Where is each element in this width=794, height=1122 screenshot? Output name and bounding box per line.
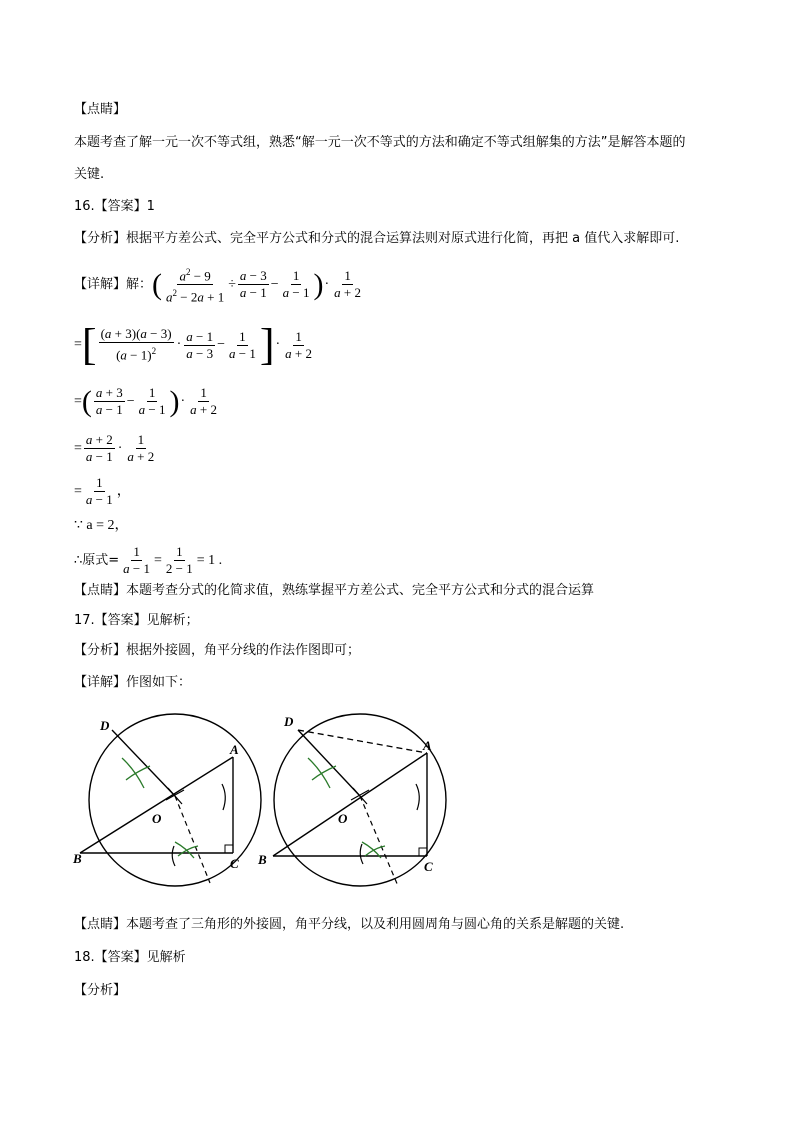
- label-right-C: C: [424, 859, 433, 874]
- q17-construction-figure: [70, 708, 490, 908]
- label-right-D: D: [284, 714, 294, 729]
- q16-detail-label: 【详解】解：: [74, 276, 153, 292]
- q16-detail-step3: = ( $\frac{a + 3}{a - 1}$ − $\frac{1}{a - 1}$ ) · $\frac{1}{a + 2}$: [74, 384, 218, 418]
- q16-result-label: ∴原式=: [74, 552, 120, 568]
- figure-left: [72, 714, 261, 886]
- q16-detail-step4: = $\frac{a + 2}{a - 1}$ · $\frac{1}{a + 2}$: [74, 432, 155, 464]
- label-right-B: B: [258, 852, 267, 867]
- q18-analysis: 【分析】: [74, 983, 127, 998]
- label-right-A: A: [423, 738, 432, 753]
- s15-note-line2: 关键.: [74, 167, 105, 182]
- label-left-A: A: [230, 742, 239, 757]
- figure-right: [257, 714, 446, 886]
- q16-answer: 16.【答案】1: [74, 199, 155, 214]
- label-right-O: O: [338, 811, 348, 826]
- s15-note-tag: 【点睛】: [74, 102, 127, 117]
- label-left-O: O: [152, 811, 162, 826]
- s15-note-line1: 本题考查了解一元一次不等式组，熟悉“解一元一次不等式的方法和确定不等式组解集的方法”是解答本题的: [74, 135, 686, 150]
- q16-result: ∴原式= $\frac{1}{a - 1}$ = $\frac{1}{2 - 1}$ = 1 .: [74, 544, 223, 576]
- label-left-C: C: [230, 856, 239, 871]
- q16-note: 【点睛】本题考查分式的化简求值，熟练掌握平方差公式、完全平方公式和分式的混合运算: [74, 583, 595, 598]
- q17-detail: 【详解】作图如下：: [74, 675, 192, 690]
- q16-analysis: 【分析】根据平方差公式、完全平方公式和分式的混合运算法则对原式进行化简，再把 a 值代入求解即可.: [74, 231, 680, 246]
- label-left-D: D: [100, 718, 110, 733]
- q17-analysis: 【分析】根据外接圆，角平分线的作法作图即可；: [74, 643, 361, 658]
- q16-detail-step5: = $\frac{1}{a - 1}$ ，: [74, 475, 131, 507]
- label-left-B: B: [73, 851, 82, 866]
- q16-given: ∵ a = 2，: [74, 518, 129, 533]
- q16-detail-step1: 【详解】解： ( $\frac{a^2 - 9}{a^2 - 2a + 1}$ ÷ $\frac{a - 3}{a - 1}$ − $\frac{1}{a - 1}$ ) · $\frac{1}{a + 2}$: [74, 264, 365, 306]
- q17-note: 【点睛】本题考查了三角形的外接圆，角平分线，以及利用圆周角与圆心角的关系是解题的关键.: [74, 917, 625, 932]
- q16-detail-step2: = [ $\frac{(a + 3)(a - 3)}{(a - 1)^2}$ · $\frac{a - 1}{a - 3}$ − $\frac{1}{a - 1}$ ] · $\frac{1}{a + 2}$: [74, 320, 313, 369]
- q18-answer: 18.【答案】见解析: [74, 950, 186, 965]
- circumcircle-right: [274, 714, 446, 886]
- q17-answer: 17.【答案】见解析；: [74, 613, 199, 628]
